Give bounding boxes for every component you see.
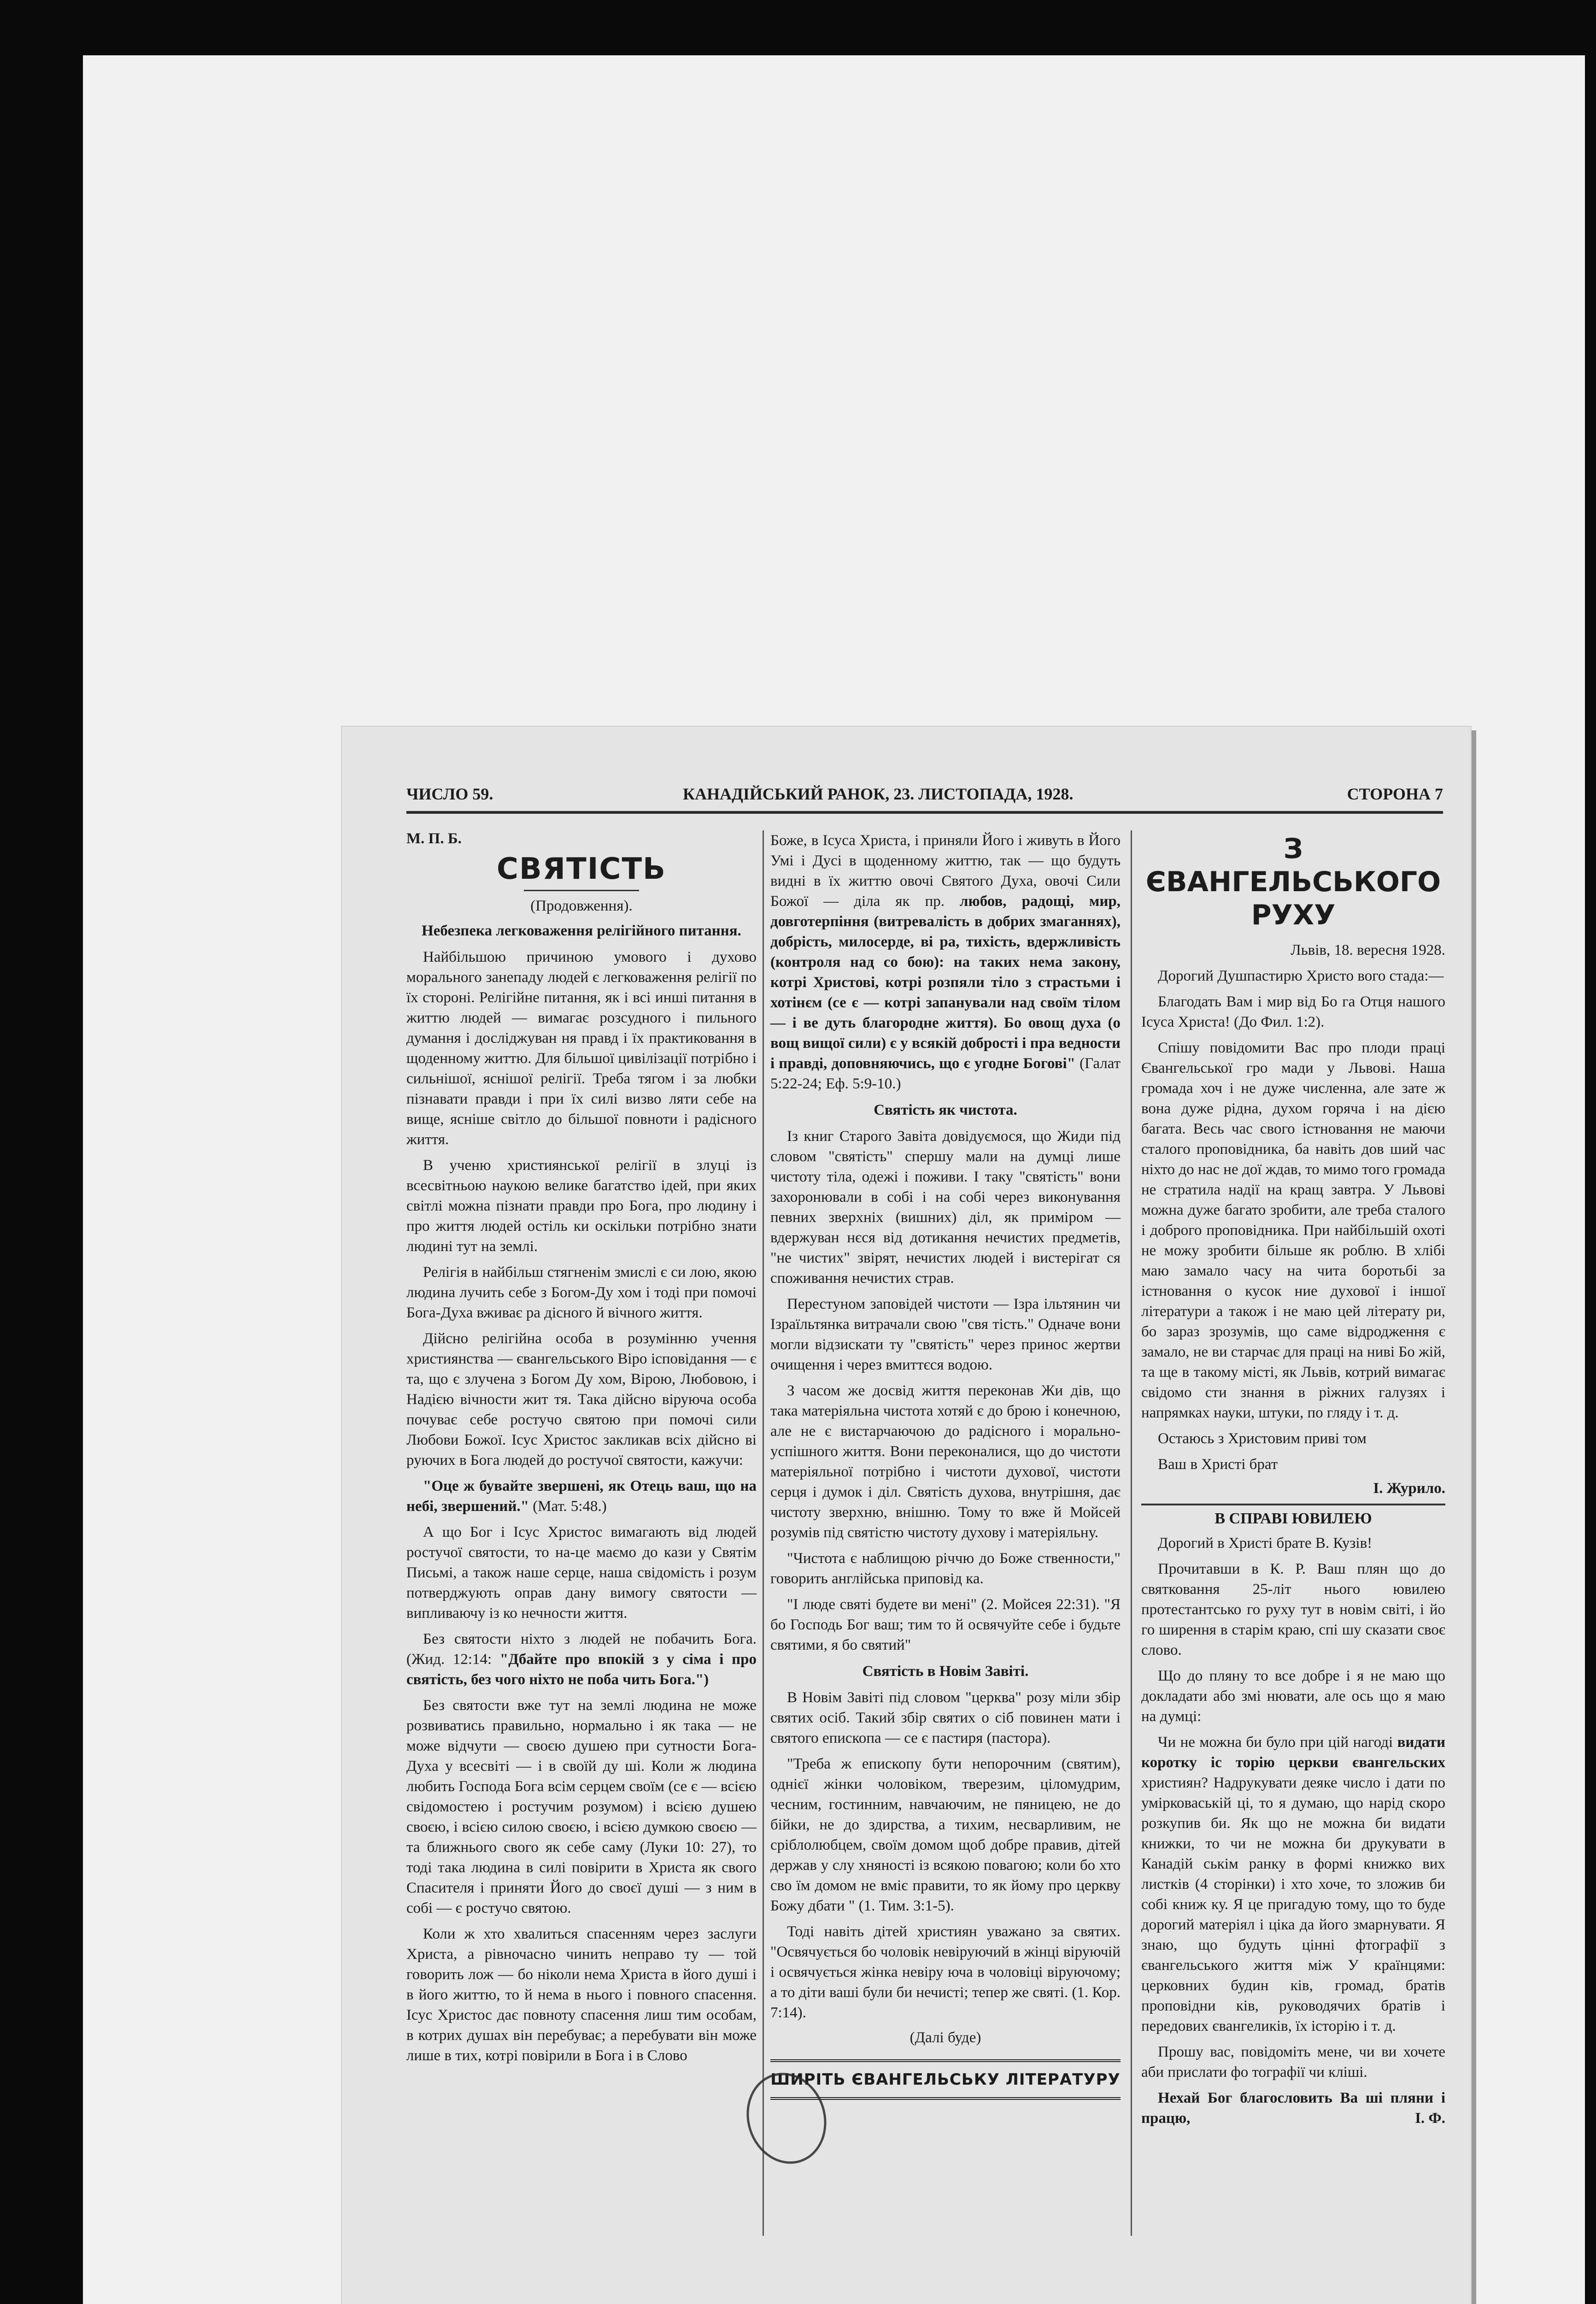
paragraph-text: Боже, в Ісуса Христа, і приняли Його і живуть в Його Умі і Дусі в щоденному життю, так — що будуть видні в їх життю овочі Святого Духа, овочі Сили Божої — діла як пр. [770, 832, 1121, 910]
quote-paragraph [770, 830, 1121, 1094]
paragraph: "Треба ж епископу бути непорочним (святим), однієї жінки чоловіком, тверезим, ціломудрим, чесним, гостинним, навчаючим, не пяницею, не до бійки, не до здирства, а тихим, несварливим, не сріблолюбцем, своїм домом щоб добре правив, дітей держав у слу хняності із всякою повагою; коли бо хто сво їм домом не вміє правити, то як йому про церкву Божу дбати " (1. Тим. 3:1-5). [770, 1756, 1121, 1914]
scripture-quote: любов, радощі, мир, довготерпіння (витревалість в добрих змаганнях), добрість, милосерде, ві ра, тихість, вдержливість (контроля над со бою): на таких нема закону, котрі Христові, котрі розпяли тіло з страстьми і хотінєм (се є — котрі запанували над своїм тілом — і ве дуть благородне життя). Бо овощ духа (о вощ вищої сили) є у всякій доброcті і пра ведности і правді, доповняючись, що є угодне Богові" [770, 893, 1121, 1072]
paragraph: Із книг Старого Завіта довідуємося, що Жиди під словом "святість" спершу мали на думці лише чистоту тіла, одежі і поживи. І таку "святість" вони захоронювали в собі і на собі через виконування певних зверхніх (вишних) діл, як приміром — вдержуван нєся від дотикання нечистих предметів, "не чистих" звірят, нечистих людей і вистерігат ся споживання нечистих страв. [770, 1128, 1121, 1287]
paragraph-text: Без святости ніхто з людей не побачить Бога. (Жид. 12:14: [406, 1631, 757, 1668]
closing: Ваш в Христі брат [1158, 1456, 1278, 1473]
header-rule [406, 811, 1443, 814]
paragraph: Прочитавши в К. Р. Ваш плян що до святковання 25-літ нього ювилею протестантсько го руху тут в новім світі, і йо го ширення в старім краю, спі шу сказати своє слово. [1141, 1561, 1445, 1658]
issue-number: ЧИСЛО 59. [406, 785, 493, 803]
paragraph-text: християн? Надрукувати деяке число і дати по умірковаській ці, то я думаю, що нарід скоро розкупив би. Як що не можна би видати книжки, то чи не можна би друкувати в Канадій ськім ранку в формі книжко вих листків (4 сторінки) і хто хоче, то зложив би собі книж ку. Я це пригадую тому, що то буде дорогий матеріял і ціка да його змарнувати. Я знаю, що будуть цінні фтографії з євангельського життя між У країнцями: церковних будин ків, громад, братів проповідни ків, руководячих братів і передових євангеликів, їх історію і т. д. [1141, 1775, 1445, 2034]
to-be-continued: (Далі буде) [909, 2029, 981, 2046]
title-rule [524, 890, 639, 891]
quote-paragraph [406, 1476, 757, 1516]
paragraph: Що до пляну то все добре і я не маю що докладати або змі нювати, але ось що я маю на думці: [1141, 1668, 1445, 1725]
article-author: М. П. Б. [406, 830, 462, 847]
page-number: СТОРОНА 7 [1347, 785, 1443, 803]
paragraph: В ученю християнської релігії в злуці із всесвітньою наукою велике багатство ідей, при яких світлі можна пізнати правди про Бога, про людину і про життя людей остіль ки оскільки потрібно знати людині тут на землі. [406, 1157, 757, 1255]
paragraph: "І люде святі будете ви мені" (2. Мойсея 22:31). "Я бо Господь Бог ваш; тим то й освячуйте себе і будьте святими, я бо святий" [770, 1596, 1121, 1653]
scripture-quote: "Дбайте про впокій з у сіма і про святість, без чого ніхто не поба чить Бога.") [406, 1651, 757, 1688]
quote-paragraph [406, 1629, 757, 1690]
paragraph [1141, 1732, 1445, 2036]
paragraph-text: Нехай Бог благословить Ва ші пляни і працю, [1141, 2090, 1445, 2127]
masthead-date: КАНАДІЙСЬКИЙ РАНОК, 23. ЛИСТОПАДА, 1928. [683, 785, 1074, 803]
section-heading: Святість як чистота. [874, 1102, 1017, 1118]
literature-banner: ШИРІТЬ ЄВАНГЕЛЬСЬКУ ЛІТЕРАТУРУ [770, 2059, 1121, 2100]
scripture-quote: "Оце ж бувайте звершені, як Отець ваш, що на небі, звершений." [406, 1478, 757, 1515]
article-title: В СПРАВІ ЮВИЛЕЮ [1215, 1510, 1372, 1527]
paragraph: А що Бог і Ісус Христос вимагають від людей ростучої святости, то на-це маємо до кази у Святім Письмі, а також наше серце, наша свідомість і розум потверджують оправ дану вимогу святости — випливаючу із ко нечности життя. [406, 1524, 757, 1622]
paragraph: В Новім Завіті під словом "церква" розу міли збір святих осіб. Такий збір святих о сіб повинен мати і святого епископа — се є пастиря (пастора). [770, 1689, 1121, 1746]
column-1 [406, 830, 757, 2071]
salutation: Дорогий в Христі брате В. Кузів! [1158, 1535, 1373, 1552]
paragraph: Релігія в найбільш стягненім змислі є си лою, якою людина лучить себе з Богом-Ду хом і тоді при помочі Бога-Духа вживає ра дісного й вічного життя. [406, 1264, 757, 1321]
column-2 [770, 830, 1121, 2100]
paragraph: З часом же досвід життя переконав Жи дів, що така матеріяльна чистота хотяй є до брою і конечною, але не є вистарчаючою до радісного і морально-успішного життя. Вони переконалися, що до чистоти матеріяльної потрібно і чистоти духової, чистоти серця і думок і діл. Святість духова, внутрішня, дає чистоту зверхню, внішню. Тому то вже й Мойсей розумів під святістю чистоту духову і матеріяльну. [770, 1382, 1121, 1541]
paragraph: Благодать Вам і мир від Бо га Отця нашого Ісуса Христа! (До Фил. 1:2). [1141, 993, 1445, 1030]
scripture-ref: (Мат. 5:48.) [533, 1498, 607, 1515]
signature: І. Ф. [1415, 2110, 1445, 2127]
paragraph-text: Чи не можна би було при цій нагоді [1158, 1734, 1393, 1751]
salutation: Дорогий Душпастирю Христо вого стада:— [1158, 968, 1444, 984]
continued-label: (Продовження). [530, 898, 633, 914]
column-separator [763, 830, 764, 2236]
paragraph: Дійсно релігійна особа в розумінню учення християнства — євангельського Віро ісповідання — є та, що є злучена з Богом Ду хом, Вірою, Любовою, і Надією вічности жит тя. Така дійсно віруюча особа почуває себе ростучо святою при помочі сили Любови Божої. Ісус Христос закликав всіх дійсно ві руючих в Бога людей до ростучої святости, кажучи: [406, 1330, 757, 1469]
article-rule [1141, 1504, 1445, 1505]
paragraph: Прошу вас, повідоміть мене, чи ви хочете аби прислати фо тографії чи кліші. [1141, 2044, 1445, 2081]
paragraph: Коли ж хто хвалиться спасенням через заслуги Христа, а рівночасно чинить неправо ту — той говорить лож — бо ніколи нема Христа в його душі і в його життю, то й нема в нього і повного спасення. Ісус Христос дає повноту спасення лиш тим особам, в котрих душах він перебуває; а перебувати він може лише в тих, котрі повірили в Бога і в Слово [406, 1926, 757, 2064]
section-heading: Небезпека легковаження релігійного питання. [422, 923, 741, 939]
signature: І. Журило. [1373, 1480, 1445, 1497]
paragraph: Спішу повідомити Вас про плоди праці Євангельської гро мади у Львові. Наша громада хоч і не дуже численна, але зате ж вона дуже рідна, духом горяча і на дією багата. Весь час свого істновання не маючи сталого проповідника, ба навіть дов ший час ніхто до нас не дої ждав, то мимо того громада не стратила надії на кращ завтра. У Львові можна дуже багато зробити, але треба сталого і доброго проповідника. При найбільшій охоті не можу зробити більше як роблю. В хлібі маю замало часу на чита боротьбі за істновання о кусок ние духової і іншої літератури а також і не маю цей літерату ри, бо зараз зрозумів, що саме відродження є замало, не ви старчає для праці на ниві Бо жій, та ще в такому місті, як Львів, котрий вимагає свідомо сти знання в ріжних галузях і напрямках науки, штуки, по гляду і т. д. [1141, 1040, 1445, 1421]
article-title: З ЄВАНГЕЛЬСЬКОГО РУХУ [1145, 833, 1441, 931]
section-heading: Святість в Новім Завіті. [862, 1663, 1029, 1680]
page-header [406, 784, 1443, 809]
emphasis-text: видати коротку іс торію церкви євангельских [1141, 1734, 1446, 1771]
paragraph: Перестуном заповідей чистоти — Ізра ільтянин чи Ізраїльтянка витрачали свою "свя тість." Одначе вони могли відзискати ту "святість" через принос жертви очищення і через вмиттєся водою. [770, 1296, 1121, 1373]
paragraph: "Чистота є наблищою річчю до Боже ственности," говорить англійська приповід ка. [770, 1550, 1121, 1587]
blessing [1141, 2088, 1445, 2128]
paragraph: Остаюсь з Христовим приві том [1158, 1430, 1367, 1447]
scripture-ref: (Галат 5:22-24; Еф. 5:9-10.) [770, 1055, 1121, 1092]
dateline: Львів, 18. вересня 1928. [1291, 942, 1445, 958]
column-3 [1141, 830, 1445, 2134]
paragraph: Без святости вже тут на землі людина не може розвиватись правильно, нормально і як така — не може відчути — своєю душею при сутности Бога-Духа у всесвіті — і в своїй ду ші. Коли ж людина любить Господа Бога всім серцем своїм (се є — всією свідомостею і ростучим розумом) і всією душею своєю, і всією силою своєю, і всією думкою своєю — та ближнього свого як себе саму (Луки 10: 27), то тоді така людина в силі повірити в Христа як свого Спасителя і приняти Його до своєї душі — з ним в собі — є ростучо святою. [406, 1697, 757, 1916]
article-title: СВЯТІСТЬ [497, 852, 666, 886]
column-separator [1131, 830, 1132, 2236]
paragraph: Найбільшою причиною умового і духово морального занепаду людей є легковаження релігії по їх стороні. Релігійне питання, як і всі инші питання в життю людей — вимагає розсудного і пильного думання і досліджуван ня правд і їх практиковання в щоденному життю. Для більшої цивілізації потрібно і сильнішої, яснішої релігії. Треба тягом і за любки пізнавати правди і при їх силі визво ляти себе на вище, ясніше світло до більшої повноти і радісного життя. [406, 949, 757, 1148]
paragraph: Тоді навіть дітей християн уважано за святих. "Освячується бо чоловік невіруючий в жінці віруючій і освячується жінка невіру юча в чоловіці віруючому; а то діти ваші були би нечисті; тепер же святі. (1. Кор. 7:14). [770, 1923, 1121, 2021]
film-frame [83, 55, 1585, 2304]
newspaper-page [341, 726, 1472, 2304]
